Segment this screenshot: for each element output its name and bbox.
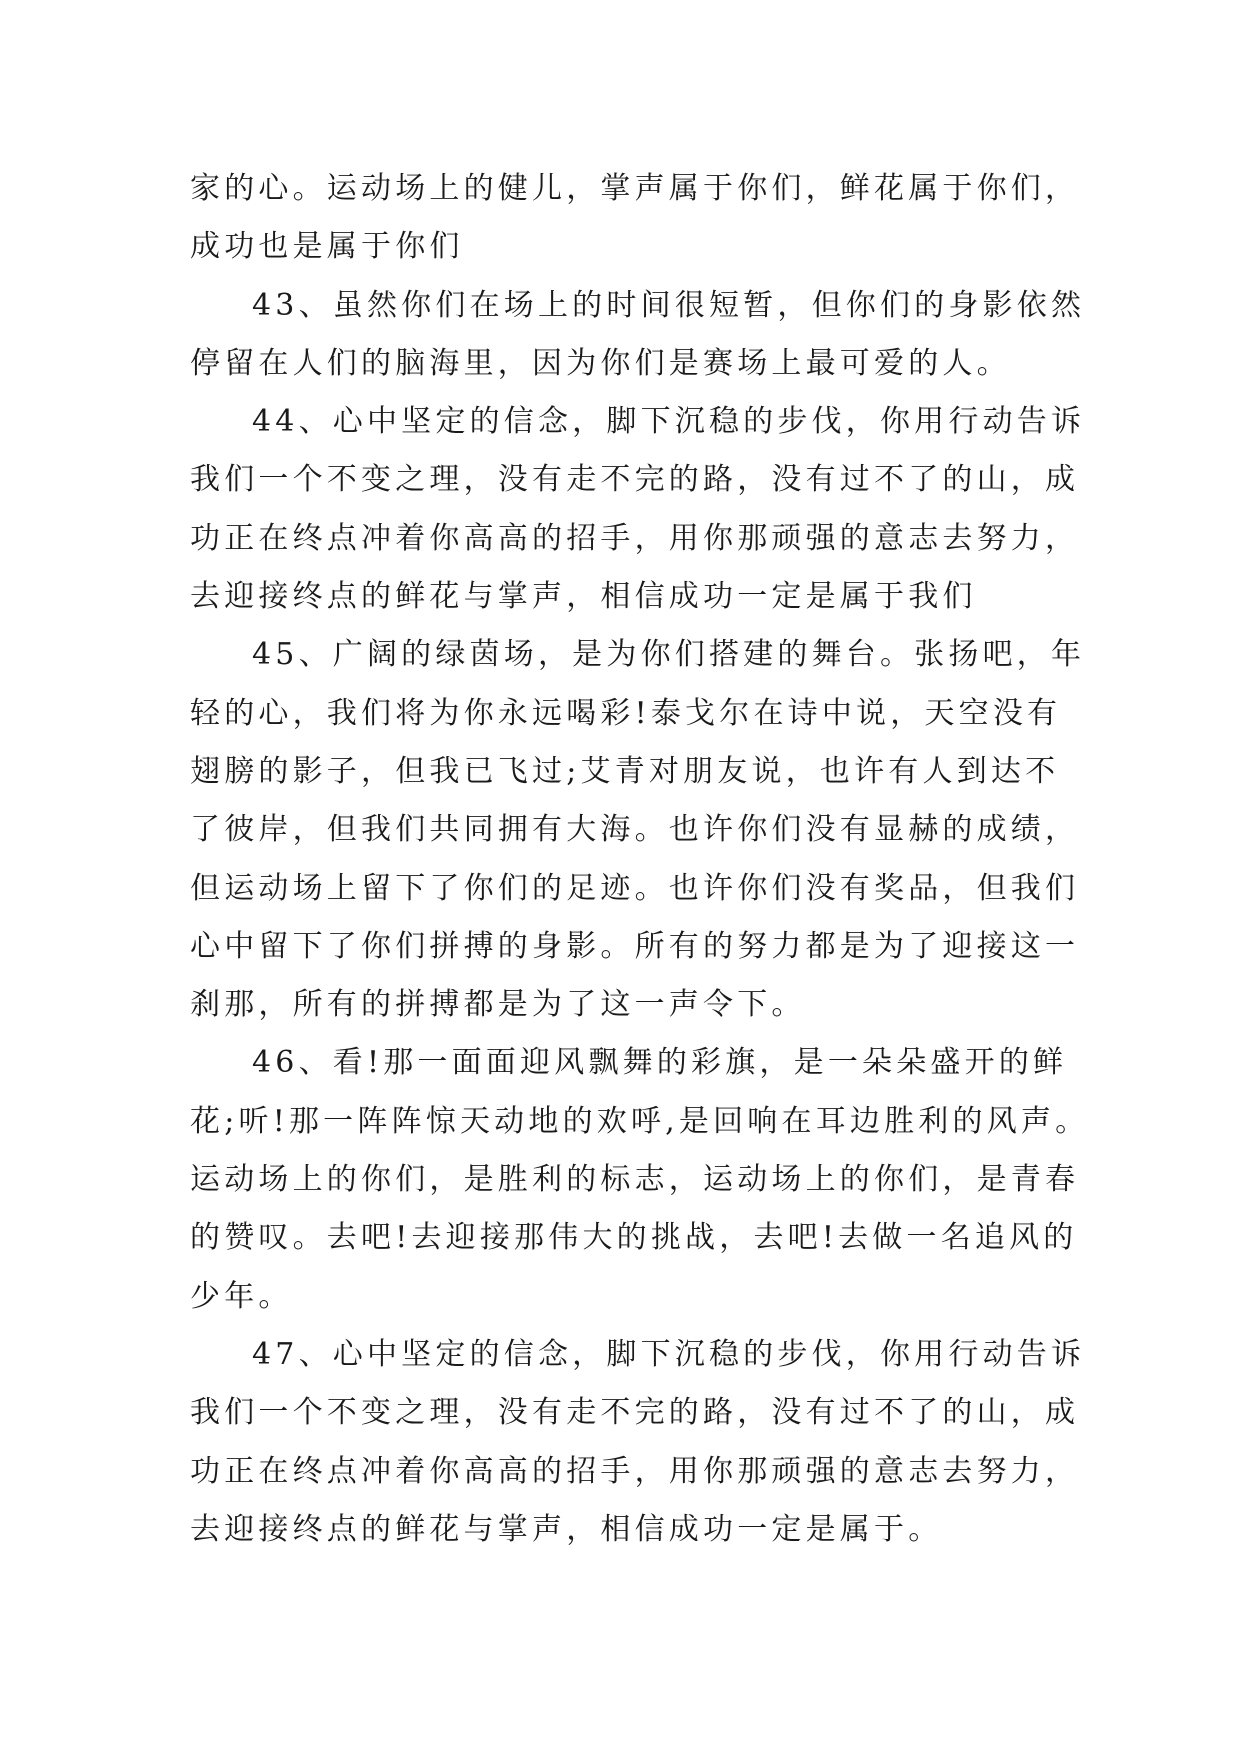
text-line: 的赞叹。去吧!去迎接那伟大的挑战，去吧!去做一名追风的 [190, 1220, 1078, 1256]
document-page [190, 160, 1090, 1559]
text-line: 去迎接终点的鲜花与掌声，相信成功一定是属于我们 [190, 579, 977, 615]
text-line: 家的心。运动场上的健儿，掌声属于你们，鲜花属于你们， [190, 171, 1080, 206]
text-line: 我们一个不变之理，没有走不完的路，没有过不了的山，成 [190, 462, 1080, 498]
text-line: 45、广阔的绿茵场，是为你们搭建的舞台。张扬吧，年 [252, 637, 1086, 673]
paragraph-45 [190, 626, 1086, 1034]
paragraph-46 [190, 1034, 1090, 1325]
text-line: 停留在人们的脑海里，因为你们是赛场上最可爱的人。 [190, 345, 1011, 381]
text-line: 我们一个不变之理，没有走不完的路，没有过不了的山，成 [190, 1395, 1080, 1431]
text-line: 轻的心，我们将为你永远喝彩!泰戈尔在诗中说，天空没有 [190, 695, 1062, 731]
paragraph-1 [190, 160, 1080, 277]
text-line: 翅膀的影子，但我已飞过;艾青对朋友说，也许有人到达不 [190, 753, 1060, 789]
paragraph-44 [190, 393, 1086, 626]
text-line: 43、虽然你们在场上的时间很短暂，但你们的身影依然 [252, 287, 1086, 323]
paragraph-47 [190, 1326, 1086, 1559]
text-line: 47、心中坚定的信念，脚下沉稳的步伐，你用行动告诉 [252, 1336, 1086, 1372]
text-line: 46、看!那一面面迎风飘舞的彩旗，是一朵朵盛开的鲜 [252, 1045, 1068, 1081]
text-line: 功正在终点冲着你高高的招手，用你那顽强的意志去努力， [190, 520, 1080, 556]
text-line: 少年。 [190, 1278, 293, 1314]
text-line: 但运动场上留下了你们的足迹。也许你们没有奖品，但我们 [190, 870, 1080, 906]
text-line: 刹那，所有的拼搏都是为了这一声令下。 [190, 987, 806, 1023]
text-line: 44、心中坚定的信念，脚下沉稳的步伐，你用行动告诉 [252, 404, 1086, 440]
text-line: 花;听!那一阵阵惊天动地的欢呼,是回响在耳边胜利的风声。 [190, 1103, 1090, 1139]
text-line: 去迎接终点的鲜花与掌声，相信成功一定是属于。 [190, 1511, 943, 1547]
text-line: 成功也是属于你们 [190, 229, 464, 265]
text-line: 心中留下了你们拼搏的身影。所有的努力都是为了迎接这一 [190, 928, 1080, 964]
text-line: 运动场上的你们，是胜利的标志，运动场上的你们，是青春 [190, 1162, 1080, 1198]
text-line: 功正在终点冲着你高高的招手，用你那顽强的意志去努力， [190, 1453, 1080, 1489]
text-line: 了彼岸，但我们共同拥有大海。也许你们没有显赫的成绩， [190, 812, 1080, 848]
paragraph-43 [190, 277, 1086, 394]
